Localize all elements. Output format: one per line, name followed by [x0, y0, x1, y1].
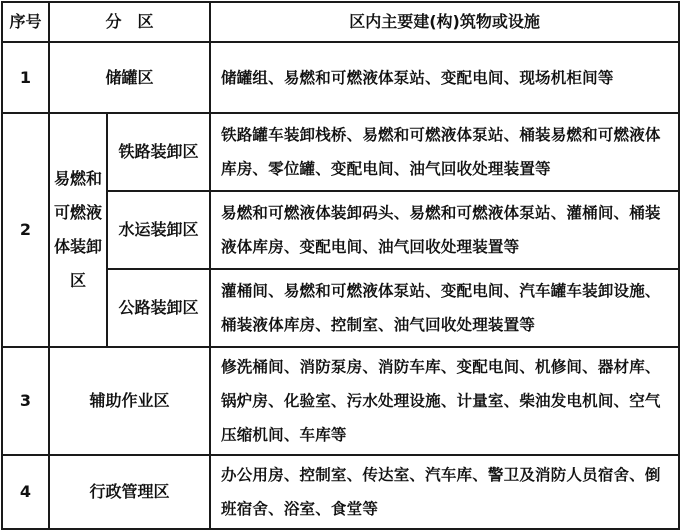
- subzone-name: 公路装卸区: [107, 269, 210, 347]
- facilities-text: 储罐组、易燃和可燃液体泵站、变配电间、现场机柜间等: [210, 42, 679, 113]
- row-number: 4: [2, 455, 49, 529]
- header-facilities: 区内主要建(构)筑物或设施: [210, 2, 679, 42]
- facilities-text: 灌桶间、易燃和可燃液体泵站、变配电间、汽车罐车装卸设施、桶装液体库房、控制室、油气回收处理装置等: [210, 269, 679, 347]
- row-number: 3: [2, 347, 49, 455]
- subzone-name: 铁路装卸区: [107, 113, 210, 191]
- zoning-table: [1, 1, 680, 530]
- header-no: 序号: [2, 2, 49, 42]
- table-row: [2, 455, 679, 529]
- table-row: [2, 347, 679, 455]
- row-number: 1: [2, 42, 49, 113]
- facilities-text: 易燃和可燃液体装卸码头、易燃和可燃液体泵站、灌桶间、桶装液体库房、变配电间、油气回收处理装置等: [210, 191, 679, 269]
- header-zone: 分 区: [49, 2, 210, 42]
- facilities-text: 办公用房、控制室、传达室、汽车库、警卫及消防人员宿舍、倒班宿舍、浴室、食堂等: [210, 455, 679, 529]
- zone-name: 行政管理区: [49, 455, 210, 529]
- zone-name: 辅助作业区: [49, 347, 210, 455]
- facilities-text: 修洗桶间、消防泵房、消防车库、变配电间、机修间、器材库、锅炉房、化验室、污水处理设施、计量室、柴油发电机间、空气压缩机间、车库等: [210, 347, 679, 455]
- row-number: 2: [2, 113, 49, 347]
- table-header-row: [2, 2, 679, 42]
- subzone-name: 水运装卸区: [107, 191, 210, 269]
- table-row: [2, 42, 679, 113]
- table-row: [2, 113, 679, 191]
- facilities-text: 铁路罐车装卸栈桥、易燃和可燃液体泵站、桶装易燃和可燃液体库房、零位罐、变配电间、油气回收处理装置等: [210, 113, 679, 191]
- zone-name: 易燃和可燃液体装卸区: [49, 113, 107, 347]
- zone-name: 储罐区: [49, 42, 210, 113]
